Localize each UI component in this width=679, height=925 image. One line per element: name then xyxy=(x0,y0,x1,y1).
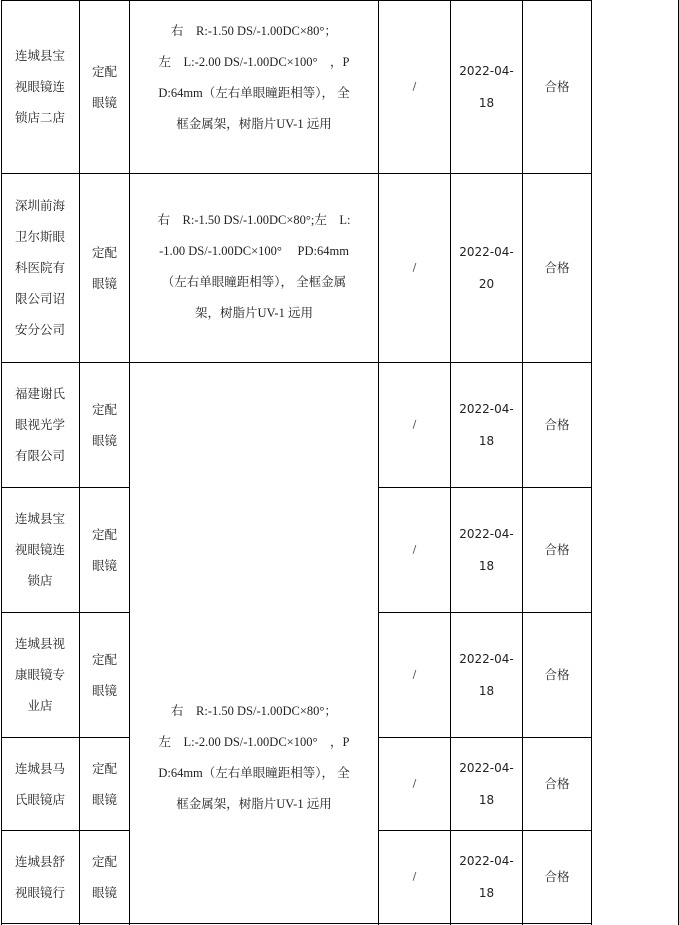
production-date-cell xyxy=(451,362,522,487)
table-vertical-line xyxy=(591,0,592,925)
cell-text-line: 深圳前海 xyxy=(14,198,65,213)
unit-name-cell xyxy=(1,173,79,362)
product-name-cell xyxy=(80,830,129,923)
cell-text-line: 2022-04- xyxy=(459,526,514,541)
cell-text-line: 架，树脂片UV-1 远用 xyxy=(195,306,313,320)
product-name-cell xyxy=(80,487,129,612)
cell-text-line: D:64mm（左右单眼瞳距相等）， 全 xyxy=(158,766,350,780)
table-row-line xyxy=(129,362,378,363)
cell-text-line: 定配 xyxy=(91,63,117,79)
cell-text-line: D:64mm（左右单眼瞳距相等）， 全 xyxy=(158,86,350,100)
cell-text-line: 视眼镜连 xyxy=(14,79,65,94)
cell-text-line: 18 xyxy=(478,885,495,900)
cell-text-line: 18 xyxy=(478,558,495,573)
product-name-cell xyxy=(80,362,129,487)
trademark-cell: / xyxy=(412,543,417,556)
cell-text-line: 眼镜 xyxy=(91,432,117,448)
cell-text-line: 业店 xyxy=(27,698,53,713)
table-row-line xyxy=(1,923,129,924)
cell-text-line: 定配 xyxy=(91,244,117,260)
cell-text-line: 眼镜 xyxy=(91,791,117,807)
cell-text-line: 安分公司 xyxy=(14,322,65,337)
cell-text-line: 有限公司 xyxy=(14,448,65,463)
production-date-cell xyxy=(451,830,522,923)
trademark-cell: / xyxy=(412,80,417,93)
cell-text-line: 氏眼镜店 xyxy=(14,791,65,807)
result-cell: 合格 xyxy=(544,542,570,557)
result-cell: 合格 xyxy=(544,776,570,791)
cell-text-line: 眼镜 xyxy=(91,557,117,573)
unit-name-cell xyxy=(1,487,79,612)
cell-text-line: 视眼镜行 xyxy=(14,884,65,900)
cell-text-line: （左右单眼瞳距相等）， 全框金属 xyxy=(161,275,347,289)
cell-text-line: 定配 xyxy=(91,760,117,776)
cell-text-line: 康眼镜专 xyxy=(14,667,65,682)
cell-text-line: 定配 xyxy=(91,853,117,869)
cell-text-line: 锁店二店 xyxy=(14,110,65,125)
table-row-line xyxy=(378,923,591,924)
cell-text-line: 2022-04- xyxy=(459,760,514,775)
production-date-cell xyxy=(451,612,522,737)
cell-text-line: 福建谢氏 xyxy=(14,386,65,401)
trademark-cell: / xyxy=(412,261,417,274)
trademark-cell: / xyxy=(412,668,417,681)
specification-cell xyxy=(130,16,378,140)
cell-text-line: 视眼镜连 xyxy=(14,542,65,557)
cell-text-line: 连城县视 xyxy=(14,636,65,651)
specification-cell xyxy=(130,696,378,820)
cell-text-line: 18 xyxy=(478,433,495,448)
result-cell: 合格 xyxy=(544,79,570,94)
cell-text-line: 18 xyxy=(478,683,495,698)
result-cell: 合格 xyxy=(544,417,570,432)
product-name-cell xyxy=(80,737,129,830)
cell-text-line: -1.00 DS/-1.00DC×100° PD:64mm xyxy=(159,244,349,258)
production-date-cell xyxy=(451,487,522,612)
cell-text-line: 连城县舒 xyxy=(14,853,65,869)
cell-text-line: 连城县马 xyxy=(14,760,65,776)
unit-name-cell xyxy=(1,612,79,737)
cell-text-line: 18 xyxy=(478,792,495,807)
unit-name-cell xyxy=(1,0,79,173)
result-cell: 合格 xyxy=(544,869,570,884)
cell-text-line: 2022-04- xyxy=(459,63,514,78)
cell-text-line: 眼镜 xyxy=(91,884,117,900)
cell-text-line: 框金属架，树脂片UV-1 远用 xyxy=(176,797,332,811)
cell-text-line: 限公司诏 xyxy=(14,291,65,306)
unit-name-cell xyxy=(1,362,79,487)
cell-text-line: 2022-04- xyxy=(459,401,514,416)
cell-text-line: 眼镜 xyxy=(91,94,117,110)
table-row-line xyxy=(129,923,378,924)
cell-text-line: 连城县宝 xyxy=(14,511,65,526)
cell-text-line: 定配 xyxy=(91,651,117,667)
result-cell: 合格 xyxy=(544,667,570,682)
cell-text-line: 定配 xyxy=(91,401,117,417)
trademark-cell: / xyxy=(412,870,417,883)
cell-text-line: 左 L:-2.00 DS/-1.00DC×100° ，P xyxy=(158,735,350,749)
trademark-cell: / xyxy=(412,777,417,790)
cell-text-line: 2022-04- xyxy=(459,651,514,666)
cell-text-line: 右 R:-1.50 DS/-1.00DC×80°； xyxy=(171,704,337,718)
cell-text-line: 锁店 xyxy=(27,573,53,588)
cell-text-line: 左 L:-2.00 DS/-1.00DC×100° ，P xyxy=(158,55,350,69)
trademark-cell: / xyxy=(412,418,417,431)
cell-text-line: 20 xyxy=(478,276,495,291)
production-date-cell xyxy=(451,0,522,173)
cell-text-line: 右 R:-1.50 DS/-1.00DC×80°;左 L: xyxy=(157,213,351,227)
cell-text-line: 18 xyxy=(478,95,495,110)
cell-text-line: 连城县宝 xyxy=(14,48,65,63)
cell-text-line: 右 R:-1.50 DS/-1.00DC×80°； xyxy=(171,24,337,38)
cell-text-line: 卫尔斯眼 xyxy=(14,229,65,244)
specification-cell xyxy=(130,205,378,329)
cell-text-line: 定配 xyxy=(91,526,117,542)
cell-text-line: 眼镜 xyxy=(91,682,117,698)
result-cell: 合格 xyxy=(544,260,570,275)
cell-text-line: 2022-04- xyxy=(459,853,514,868)
unit-name-cell xyxy=(1,830,79,923)
unit-name-cell xyxy=(1,737,79,830)
production-date-cell xyxy=(451,737,522,830)
cell-text-line: 2022-04- xyxy=(459,244,514,259)
production-date-cell xyxy=(451,173,522,362)
cell-text-line: 眼镜 xyxy=(91,275,117,291)
cell-text-line: 科医院有 xyxy=(14,260,65,275)
product-name-cell xyxy=(80,612,129,737)
table-row-line xyxy=(129,173,378,174)
cell-text-line: 框金属架，树脂片UV-1 远用 xyxy=(176,117,332,131)
product-name-cell xyxy=(80,0,129,173)
cell-text-line: 眼视光学 xyxy=(14,417,65,432)
product-name-cell xyxy=(80,173,129,362)
